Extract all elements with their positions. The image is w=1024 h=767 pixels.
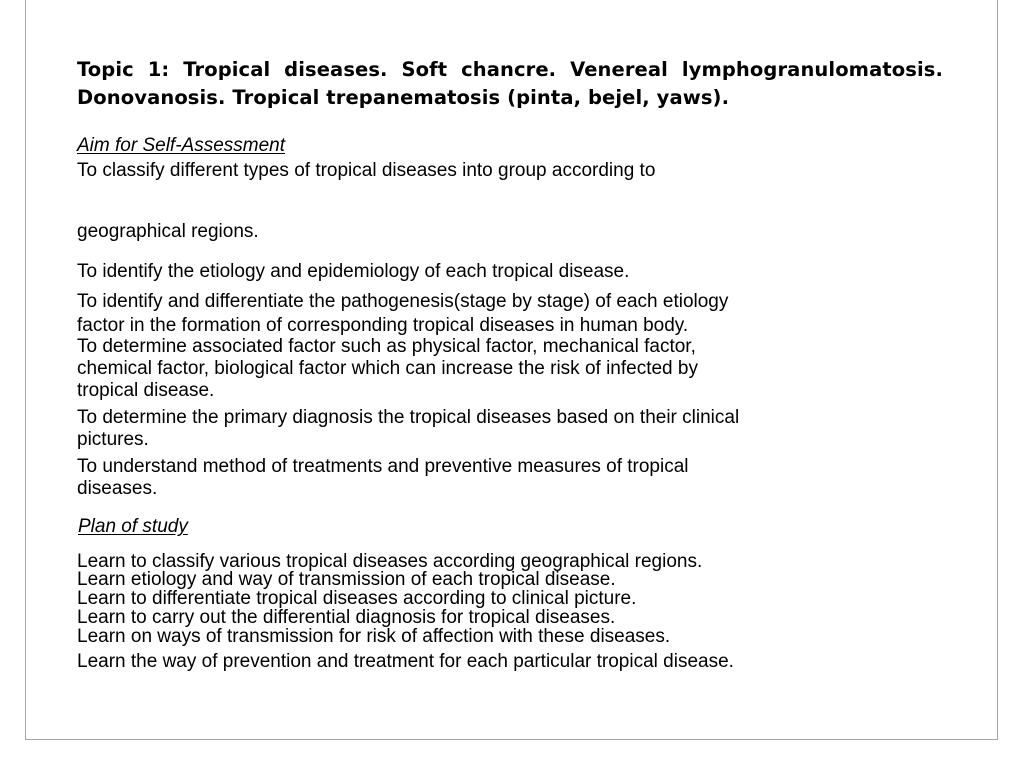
- plan-item-1: Learn etiology and way of transmission of each tropical disease.: [77, 569, 616, 590]
- aim-item-4: factor in the formation of corresponding tropical diseases in human body.: [77, 315, 689, 336]
- title-line-1: Topic 1: Tropical diseases. Soft chancre. Venereal lymphogranulomatosis.: [77, 58, 943, 81]
- plan-item-5: Learn the way of prevention and treatment for each particular tropical disease.: [77, 651, 734, 672]
- plan-item-0: Learn to classify various tropical diseases according geographical regions.: [77, 551, 703, 572]
- slide-title-block: [77, 56, 943, 112]
- section-heading-aim: Aim for Self-Assessment: [77, 135, 285, 156]
- page-title: [77, 56, 943, 112]
- aim-item-3: To identify and differentiate the pathogenesis(stage by stage) of each etiology: [77, 291, 729, 312]
- aim-item-7: tropical disease.: [77, 380, 215, 401]
- aim-item-6: chemical factor, biological factor which can increase the risk of infected by: [77, 358, 698, 379]
- aim-item-0: To classify different types of tropical diseases into group according to: [77, 160, 656, 181]
- aim-item-10: To understand method of treatments and preventive measures of tropical: [77, 456, 689, 477]
- aim-item-11: diseases.: [77, 478, 158, 499]
- aim-item-9: pictures.: [77, 429, 149, 450]
- aim-item-1: geographical regions.: [77, 221, 259, 242]
- plan-item-4: Learn on ways of transmission for risk of affection with these diseases.: [77, 626, 671, 647]
- aim-item-8: To determine the primary diagnosis the tropical diseases based on their clinical: [77, 407, 740, 428]
- plan-item-3: Learn to carry out the differential diagnosis for tropical diseases.: [77, 607, 616, 628]
- plan-item-2: Learn to differentiate tropical diseases according to clinical picture.: [77, 588, 637, 609]
- slide-page-frame: [25, 0, 998, 740]
- section-heading-plan: Plan of study: [78, 516, 188, 537]
- aim-item-5: To determine associated factor such as physical factor, mechanical factor,: [77, 336, 696, 357]
- title-line-2: Donovanosis. Tropical trepanematosis (pinta, bejel, yaws).: [77, 86, 730, 109]
- aim-item-2: To identify the etiology and epidemiology of each tropical disease.: [77, 261, 630, 282]
